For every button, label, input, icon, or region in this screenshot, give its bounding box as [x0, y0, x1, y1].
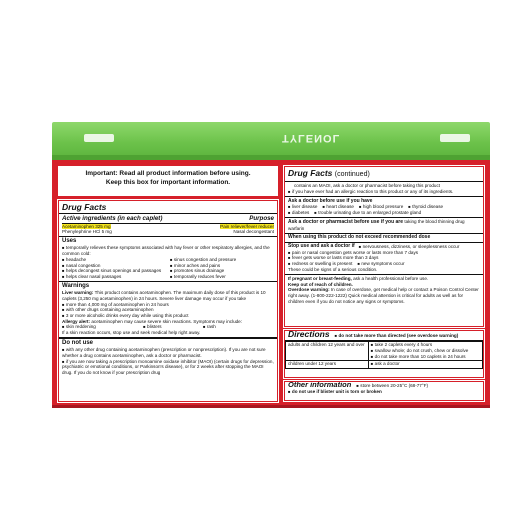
list-item: ■ thyroid disease	[408, 204, 443, 210]
directions-table	[285, 341, 483, 369]
continued-line: contains an MAOI, ask a doctor or pharmacist before taking this product	[294, 183, 441, 188]
list-item: ■ helps clear nasal passages	[62, 274, 166, 280]
warnings-section	[59, 282, 277, 338]
drug-facts-continued-header	[285, 167, 483, 182]
list-item: ■ high blood pressure	[359, 204, 403, 210]
other-info-line-2: ■ do not use if blister unit is torn or broken	[285, 389, 483, 395]
notice-line-1: Important: Read all product information before using.	[85, 170, 251, 177]
list-item: ■ nasal congestion	[62, 263, 166, 269]
stop-use-section	[285, 243, 483, 275]
list-item: ■ temporarily reduces fever	[170, 274, 274, 280]
list-item: ■ trouble urinating due to an enlarged prostate gland	[314, 210, 421, 216]
do-not-use-title: Do not use	[62, 340, 93, 347]
uses-list	[62, 257, 274, 280]
pregnancy-label: If pregnant or breast-feeding,	[288, 275, 352, 281]
overdose-label: Overdose warning:	[288, 287, 330, 293]
list-item: ■ helps decongest sinus openings and passages	[62, 268, 166, 274]
list-item: ■ skin reddening	[62, 324, 140, 330]
overdose-text: In case of overdose, get medical help or contact a Poison Control Center right away. (1-800-222-1222) Quick medical attention is critical for adults as well as for children even if you do not notice any signs or symptoms.	[288, 287, 479, 304]
pregnancy-section	[285, 275, 483, 306]
stop-use-tail: These could be signs of a serious condition.	[288, 266, 378, 272]
ingredient-purpose: Nasal decongestant	[233, 229, 274, 235]
drug-facts-panel	[52, 160, 490, 408]
ingredient-name: Acetaminophen 325 mg	[62, 223, 111, 229]
directions-header	[285, 331, 483, 341]
list-item: ■ diabetes	[288, 210, 309, 216]
list-item: ■ swallow whole; do not crush, chew or dissolve	[371, 348, 480, 354]
stop-use-title: Stop use and ask a doctor if	[288, 242, 355, 249]
table-row	[286, 360, 483, 368]
allergy-tail: If a skin reaction occurs, stop use and seek medical help right away.	[62, 330, 201, 336]
list-item: ■ more than 4,000 mg of acetaminophen in 24 hours	[62, 302, 274, 308]
other-info-title: Other information	[288, 381, 352, 389]
list-item: ■ minor aches and pains	[170, 263, 274, 269]
continued-label: (continued)	[334, 171, 370, 178]
lid-tab-left	[84, 134, 114, 142]
directions-warning: ■ do not take more than directed (see overdose warning)	[335, 333, 459, 339]
liver-warning-label: Liver warning:	[62, 290, 94, 296]
list-item: ■ 3 or more alcoholic drinks every day while using this product	[62, 313, 274, 319]
ask-pharmacist-title: Ask a doctor or pharmacist before use if you are	[288, 218, 404, 225]
directions-box	[284, 330, 484, 378]
child-label: children under 12 years	[286, 360, 369, 368]
list-item: ■ nervousness, dizziness, or sleeplessness occur	[359, 244, 460, 250]
ask-pharmacist-section	[285, 218, 483, 234]
when-using-title: When using this product do not exceed recommended dose	[288, 233, 431, 240]
list-item: ■ heart disease	[322, 204, 354, 210]
active-ingredients-title: Active ingredients (in each caplet)	[62, 215, 163, 222]
list-item: ■ blisters	[143, 324, 200, 330]
allergy-alert-text: acetaminophen may cause severe skin reactions. Symptoms may include:	[91, 318, 243, 324]
ask-pharmacist-text: taking the blood thinning drug warfarin	[288, 218, 465, 231]
list-item: ■ with any other drug containing acetaminophen (prescription or nonprescription). If you are not sure whether a drug contains acetaminophen, ask a doctor or pharmacist.	[62, 347, 274, 358]
lid-tab-right	[440, 134, 470, 142]
list-item: ■ if you are now taking a prescription monoamine oxidase inhibitor (MAOI) (certain drugs for depression, psychiatric or emotional conditions, or Parkinson's disease), or for 2 weeks after stopping the MAOI drug. If you do not know if your prescription drug	[62, 359, 274, 376]
child-directions: ■ ask a doctor	[368, 360, 482, 368]
uses-title: Uses	[62, 238, 77, 245]
allergy-alert-label: Allergy alert:	[62, 318, 91, 324]
important-notice	[58, 166, 278, 196]
ingredient-purpose: Pain reliever/fever reducer	[220, 223, 274, 229]
uses-section	[59, 237, 277, 282]
adult-label: adults and children 12 years and over	[286, 341, 369, 360]
drug-facts-header: Drug Facts	[59, 201, 277, 214]
ask-doctor-row-2	[288, 210, 480, 216]
directions-title: Directions	[288, 330, 330, 339]
ask-doctor-section	[285, 197, 483, 218]
list-item: ■ pain or nasal congestion gets worse or lasts more than 7 days	[288, 250, 480, 256]
list-item: ■ do not take more than 10 caplets in 24 hours	[371, 354, 480, 360]
stop-use-head	[288, 244, 480, 250]
uses-intro: ■ temporarily relieves these symptoms associated with hay fever or other respiratory allergies, and the common cold:	[62, 245, 274, 256]
other-info-line-1: ■ store between 20-25°C (68-77°F)	[356, 383, 428, 389]
warnings-title: Warnings	[62, 283, 90, 290]
adult-directions	[368, 341, 482, 360]
pregnancy-text: ask a health professional before use.	[353, 275, 429, 281]
list-item: ■ sinus congestion and pressure	[170, 257, 274, 263]
list-item: ■ liver disease	[288, 204, 317, 210]
overdose-warning	[288, 287, 480, 304]
lid-mirror-text: TYLENOL	[282, 132, 341, 144]
purpose-title: Purpose	[249, 215, 274, 222]
maoi-continued-section	[285, 182, 483, 197]
keep-out-of-reach: Keep out of reach of children.	[288, 281, 353, 287]
other-information-box	[284, 381, 484, 401]
list-item: ■ fever gets worse or lasts more than 3 days	[288, 255, 480, 261]
active-ingredients-section	[59, 214, 277, 237]
ask-doctor-title: Ask a doctor before use if you have	[288, 197, 373, 204]
list-item: ■ redness or swelling is present	[288, 261, 352, 267]
drug-facts-header-right: Drug Facts	[288, 168, 333, 178]
ingredient-row	[62, 229, 274, 235]
box-lid	[52, 122, 490, 160]
list-item: ■ if you have ever had an allergic reaction to this product or any of its ingredients.	[288, 189, 480, 195]
drug-facts-right	[284, 166, 484, 327]
liver-warning-text: This product contains acetaminophen. The maximum daily dose of this product is 10 caplets (3,250 mg acetaminophen) in 24 hours. Severe liver damage may occur if you take	[62, 290, 266, 301]
list-item: ■ headache	[62, 257, 166, 263]
drug-facts-left	[58, 200, 278, 402]
list-item: ■ with other drugs containing acetaminophen	[62, 307, 274, 313]
list-item: ■ take 2 caplets every 4 hours	[371, 342, 480, 348]
list-item: ■ rash	[203, 324, 274, 330]
when-using-section	[285, 234, 483, 243]
ingredient-name: Phenylephrine HCl 5 mg	[62, 229, 112, 235]
list-item: ■ promotes sinus drainage	[170, 268, 274, 274]
liver-warning	[62, 290, 274, 301]
notice-line-2: Keep this box for important information.	[105, 179, 231, 186]
list-item: ■ new symptoms occur	[357, 261, 404, 267]
table-row	[286, 341, 483, 360]
do-not-use-section	[59, 338, 277, 377]
